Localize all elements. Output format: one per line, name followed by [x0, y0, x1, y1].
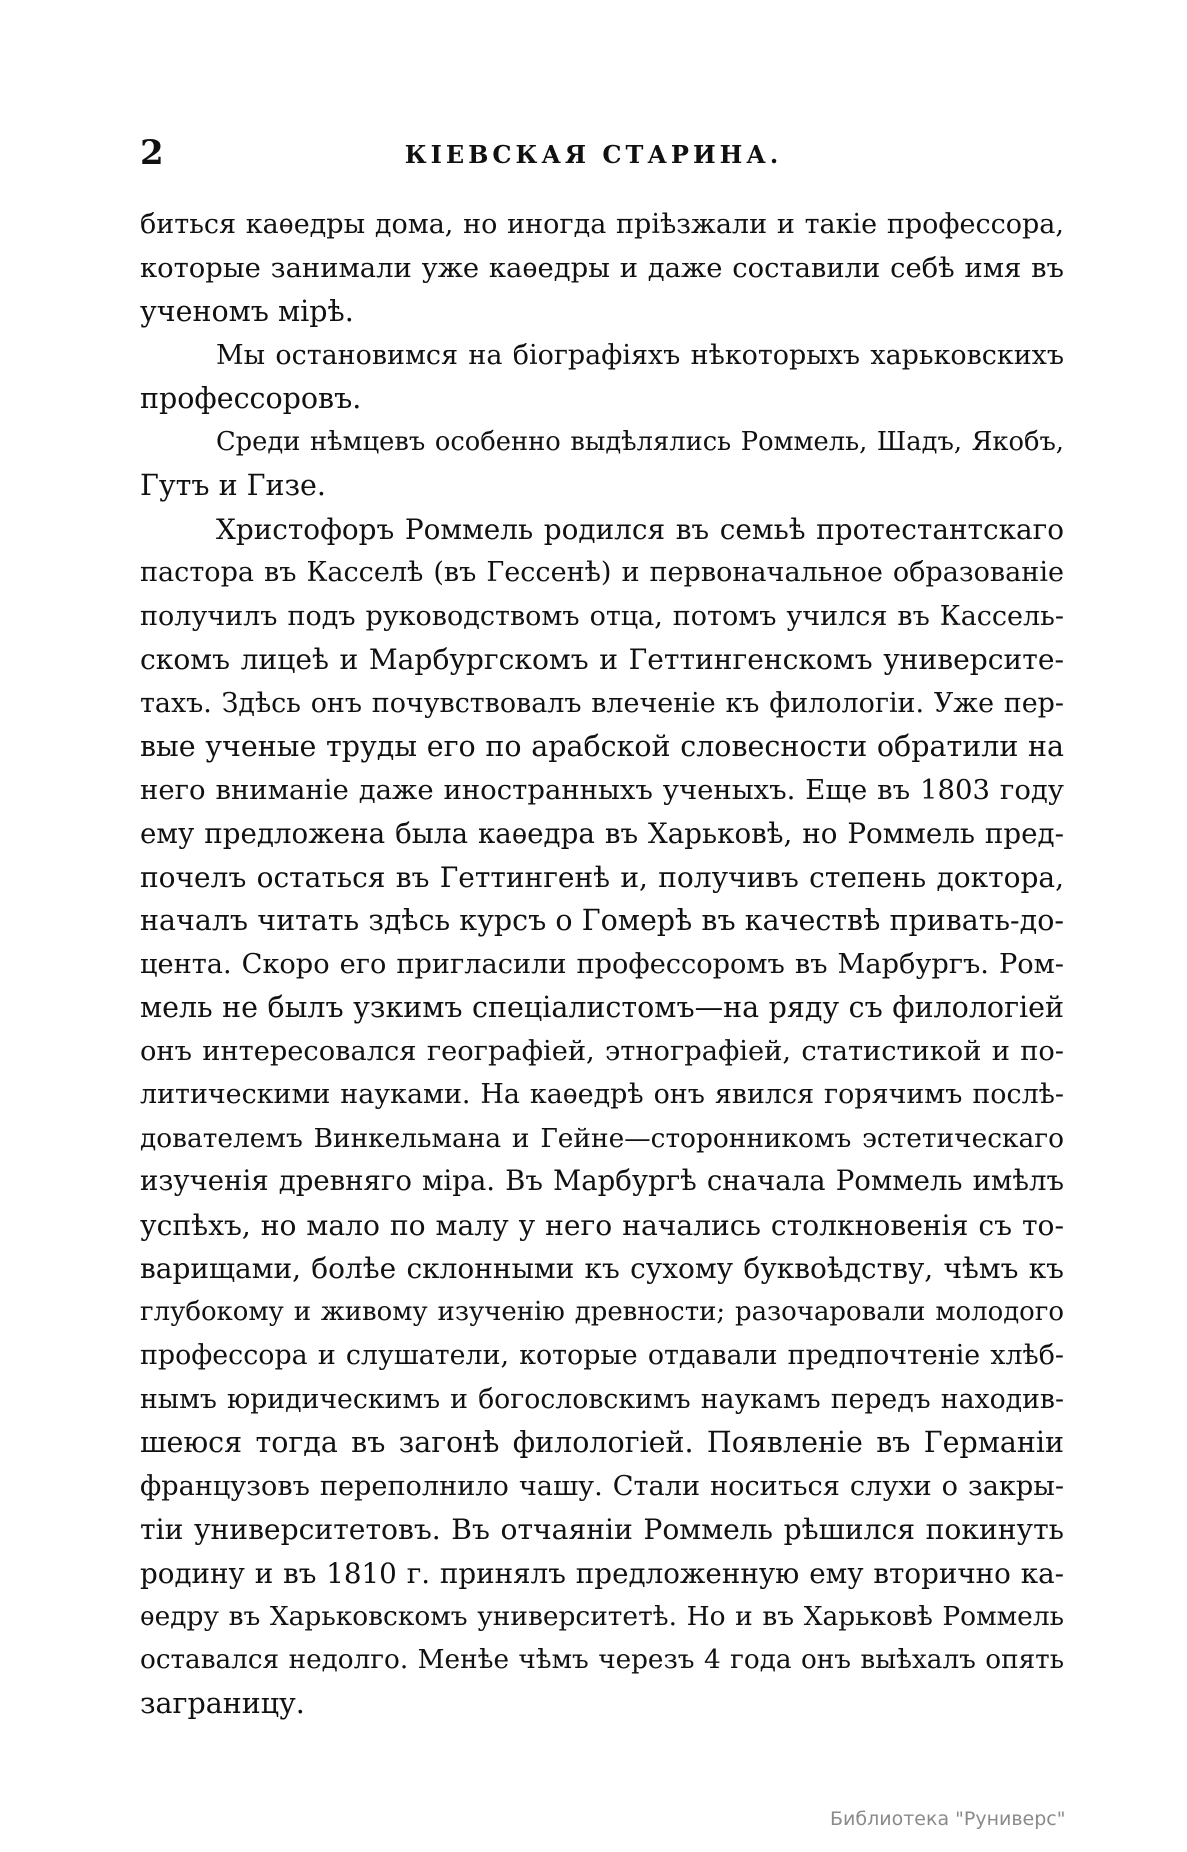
- text-line: тіи университетовъ. Въ отчаяніи Роммель рѣшился покинуть: [140, 1513, 1064, 1546]
- text-line: шеюся тогда въ загонѣ филологіей. Появленіе въ Германіи: [140, 1426, 1064, 1459]
- text-line: вые ученые труды его по арабской словесности обратили на: [140, 730, 1064, 763]
- text-line: почелъ остаться въ Геттингенѣ и, получивъ степень доктора,: [140, 860, 1064, 894]
- text-line: Мы остановимся на біографіяхъ нѣкоторыхъ харьковскихъ: [216, 339, 1064, 371]
- text-line: дователемъ Винкельмана и Гейне—сторонникомъ эстетическаго: [140, 1122, 1064, 1154]
- text-line: мель не былъ узкимъ спеціалистомъ—на ряду съ филологіей: [140, 991, 1064, 1024]
- text-line: онъ интересовался географіей, этнографіей, статистикой и по-: [140, 1035, 1064, 1067]
- paragraph: [140, 508, 1064, 1726]
- text-line: ученомъ мірѣ.: [140, 295, 354, 328]
- text-line: тахъ. Здѣсь онъ почувствовалъ влеченіе къ филологіи. Уже пер-: [140, 687, 1064, 719]
- text-line: успѣхъ, но мало по малу у него начались столкновенія съ то-: [140, 1208, 1064, 1242]
- text-line: получилъ подъ руководствомъ отца, потомъ учился въ Кассель-: [140, 600, 1064, 632]
- text-line: пастора въ Касселѣ (въ Гессенѣ) и первоначальное образованіе: [140, 557, 1064, 588]
- page-number: 2: [140, 133, 164, 173]
- text-line: профессоровъ.: [140, 382, 362, 415]
- text-line: родину и въ 1810 г. принялъ предложенную ему вторично ка-: [140, 1556, 1064, 1590]
- text-line: Христофоръ Роммель родился въ семьѣ протестантскаго: [216, 512, 1064, 546]
- text-line: заграницу.: [140, 1687, 305, 1720]
- text-line: Среди нѣмцевъ особенно выдѣлялись Роммель, Шадъ, Якобъ,: [216, 426, 1064, 457]
- text-line: изученія древняго міра. Въ Марбургѣ сначала Роммель имѣлъ: [140, 1165, 1064, 1197]
- running-title: КІЕВСКАЯ СТАРИНА.: [404, 140, 783, 169]
- library-watermark: Библиотека "Руниверс": [830, 1808, 1066, 1830]
- paragraph: [140, 203, 1064, 334]
- text-line: оставался недолго. Менѣе чѣмъ черезъ 4 года онъ выѣхалъ опять: [140, 1644, 1064, 1675]
- text-line: ему предложена была каѳедра въ Харьковѣ, но Роммель пред-: [140, 817, 1064, 850]
- text-line: Гутъ и Гизе.: [140, 469, 326, 502]
- text-line: скомъ лицеѣ и Марбургскомъ и Геттингенскомъ университе-: [140, 643, 1064, 676]
- paragraph: [140, 421, 1064, 508]
- body-text: [140, 203, 1064, 1726]
- text-line: нымъ юридическимъ и богословскимъ наукамъ передъ находив-: [140, 1383, 1064, 1415]
- text-line: ѳедру въ Харьковскомъ университетѣ. Но и въ Харьковѣ Роммель: [140, 1601, 1064, 1632]
- text-line: профессора и слушатели, которые отдавали предпочтеніе хлѣб-: [140, 1340, 1064, 1371]
- text-line: цента. Скоро его пригласили профессоромъ въ Марбургъ. Ром-: [140, 948, 1064, 980]
- text-line: варищами, болѣе склонными къ сухому буквоѣдству, чѣмъ къ: [140, 1252, 1064, 1285]
- paragraph: [140, 334, 1064, 421]
- text-line: него вниманіе даже иностранныхъ ученыхъ. Еще въ 1803 году: [140, 773, 1064, 806]
- text-line: глубокому и живому изученію древности; разочаровали молодого: [140, 1296, 1064, 1327]
- text-line: французовъ переполнило чашу. Стали носиться слухи о закры-: [140, 1470, 1064, 1502]
- text-line: литическими науками. На каѳедрѣ онъ явился горячимъ послѣ-: [140, 1079, 1064, 1110]
- text-line: которые занимали уже каѳедры и даже составили себѣ имя въ: [140, 252, 1064, 284]
- text-line: биться каѳедры дома, но иногда пріѣзжали и такіе профессора,: [140, 209, 1064, 240]
- text-line: началъ читать здѣсь курсъ о Гомерѣ въ качествѣ привать-до-: [140, 904, 1064, 937]
